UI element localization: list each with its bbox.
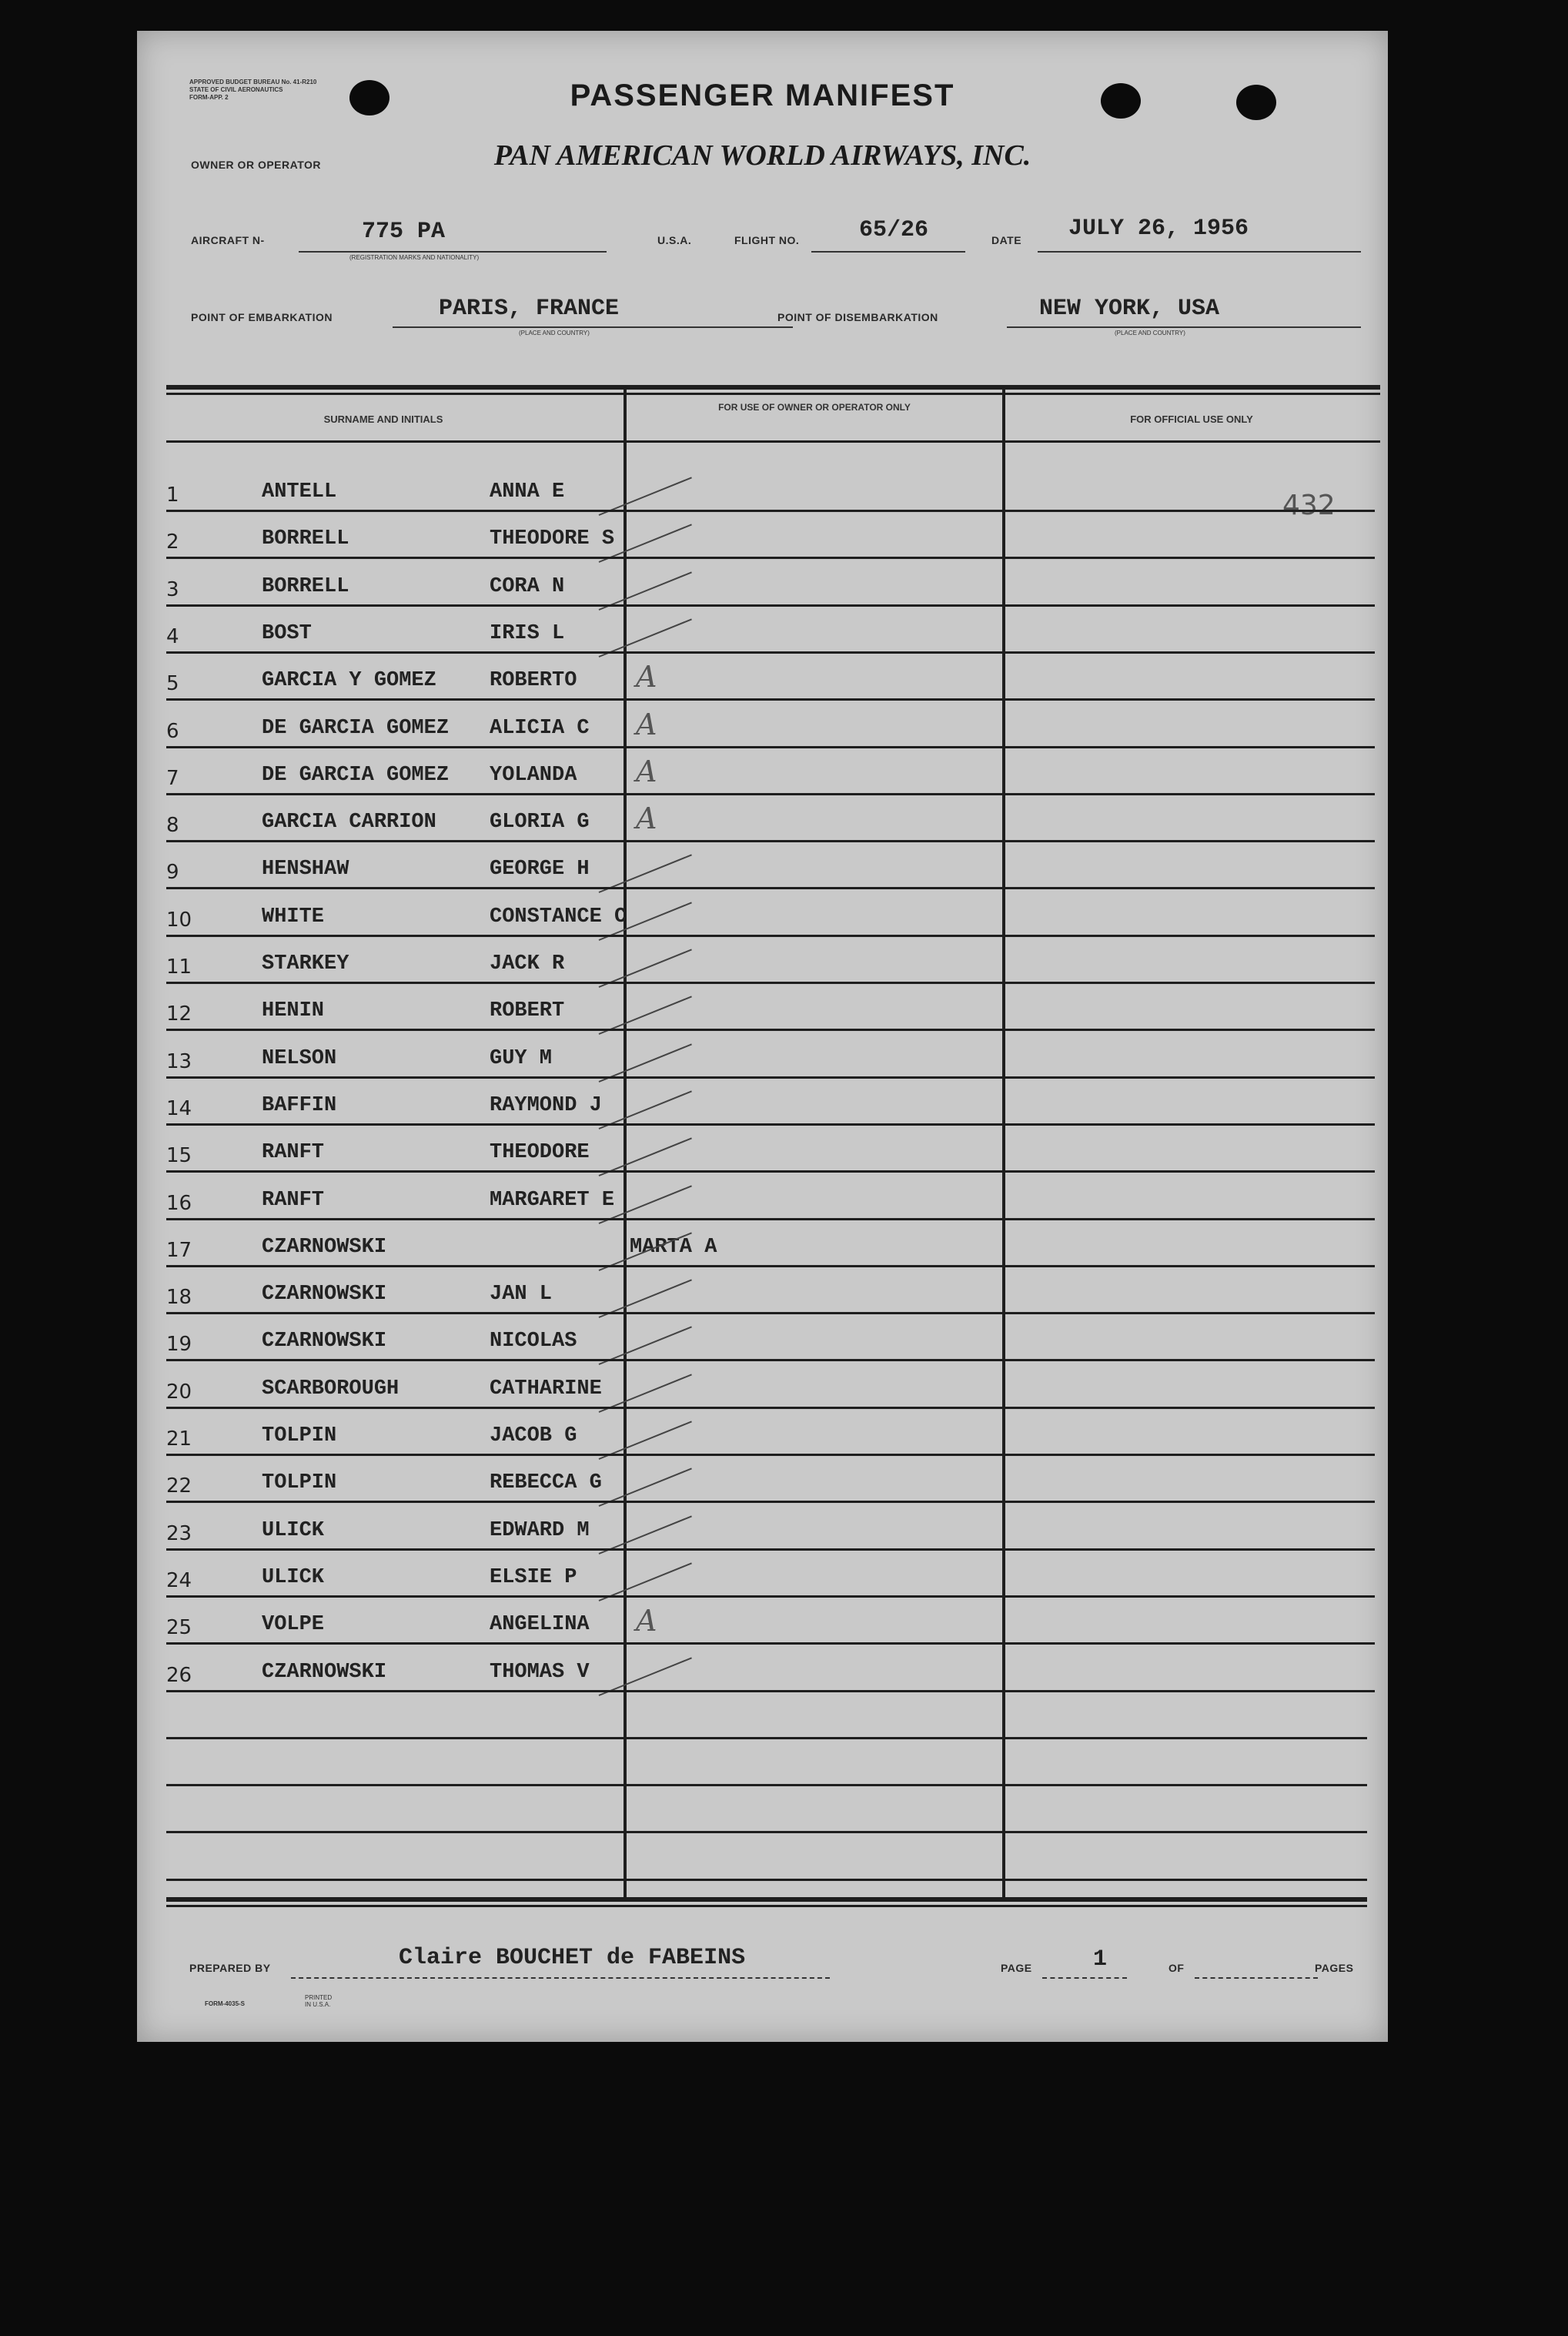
passenger-surname: SCARBOROUGH <box>262 1377 400 1401</box>
passenger-surname: RANFT <box>262 1141 325 1164</box>
check-mark-a: A <box>636 660 657 694</box>
flight-value: 65/26 <box>859 217 929 243</box>
disembarkation-sublabel: (PLACE AND COUNTRY) <box>1115 330 1185 336</box>
row-rule <box>166 1359 1375 1361</box>
passenger-surname: CZARNOWSKI <box>262 1661 387 1684</box>
column-divider <box>624 388 627 1899</box>
passenger-given-name: ANNA E <box>490 480 565 504</box>
header-bottom-rule <box>166 440 1380 443</box>
row-rule <box>166 1265 1375 1267</box>
passenger-surname: STARKEY <box>262 952 349 976</box>
passenger-given-name: NICOLAS <box>490 1330 577 1353</box>
row-rule <box>166 1501 1375 1503</box>
flight-label: FLIGHT NO. <box>734 234 800 246</box>
passenger-surname: TOLPIN <box>262 1424 337 1447</box>
passenger-surname: BAFFIN <box>262 1094 337 1117</box>
manifest-sheet <box>137 31 1388 2042</box>
row-number: 1 <box>166 484 179 507</box>
passenger-table <box>137 31 1388 2042</box>
passenger-given-name: JACK R <box>490 952 565 976</box>
embarkation-label: POINT OF EMBARKATION <box>191 311 333 323</box>
table-top-rule <box>166 385 1380 390</box>
passenger-given-name: THOMAS V <box>490 1661 590 1684</box>
prepared-value: Claire BOUCHET de FABEINS <box>399 1945 746 1971</box>
passenger-surname: NELSON <box>262 1047 337 1070</box>
passenger-given-name: ROBERTO <box>490 669 577 692</box>
row-rule <box>166 887 1375 889</box>
row-rule <box>166 1076 1375 1079</box>
passenger-given-name: MARTA A <box>630 1236 717 1259</box>
passenger-given-name: CORA N <box>490 575 565 598</box>
column-header-official-use: FOR OFFICIAL USE ONLY <box>1130 413 1253 425</box>
row-number: 8 <box>166 814 179 837</box>
passenger-given-name: YOLANDA <box>490 764 577 787</box>
passenger-given-name: JAN L <box>490 1283 553 1306</box>
passenger-surname: CZARNOWSKI <box>262 1283 387 1306</box>
row-rule <box>166 1312 1375 1314</box>
passenger-surname: CZARNOWSKI <box>262 1330 387 1353</box>
row-number: 15 <box>166 1144 192 1167</box>
check-mark-a: A <box>636 755 657 788</box>
row-number: 16 <box>166 1192 192 1215</box>
row-rule <box>166 1407 1375 1409</box>
of-underline <box>1195 1977 1318 1979</box>
table-bottom-rule-2 <box>166 1905 1367 1907</box>
row-number: 17 <box>166 1239 192 1262</box>
passenger-surname: BOST <box>262 622 312 645</box>
passenger-surname: BORRELL <box>262 527 349 551</box>
row-rule <box>166 840 1375 842</box>
passenger-given-name: CATHARINE <box>490 1377 602 1401</box>
row-rule <box>166 746 1375 748</box>
page-label: PAGE <box>1001 1962 1032 1974</box>
row-rule <box>166 510 1375 512</box>
row-number: 19 <box>166 1333 192 1356</box>
of-label: OF <box>1168 1962 1185 1974</box>
row-rule <box>166 651 1375 654</box>
passenger-surname: BORRELL <box>262 575 349 598</box>
printed-note: PRINTED IN U.S.A. <box>305 1994 333 2008</box>
page-underline <box>1042 1977 1127 1979</box>
row-rule <box>166 1548 1375 1551</box>
passenger-surname: GARCIA Y GOMEZ <box>262 669 436 692</box>
form-number: FORM-4035-S <box>205 2000 246 2007</box>
row-number: 3 <box>166 578 179 601</box>
date-label: DATE <box>991 234 1022 246</box>
check-mark-a: A <box>636 708 657 741</box>
row-number: 5 <box>166 672 179 695</box>
passenger-given-name: ELSIE P <box>490 1566 577 1589</box>
disembarkation-label: POINT OF DISEMBARKATION <box>777 311 938 323</box>
passenger-surname: DE GARCIA GOMEZ <box>262 717 450 740</box>
passenger-given-name: GEORGE H <box>490 858 590 881</box>
passenger-given-name: GLORIA G <box>490 811 590 834</box>
page-title: PASSENGER MANIFEST <box>570 79 955 112</box>
pages-label: PAGES <box>1315 1962 1354 1974</box>
passenger-surname: TOLPIN <box>262 1471 337 1494</box>
row-number: 23 <box>166 1522 192 1545</box>
passenger-surname: GARCIA CARRION <box>262 811 436 834</box>
row-number: 21 <box>166 1427 192 1451</box>
check-mark-a: A <box>636 1604 657 1638</box>
passenger-given-name: GUY M <box>490 1047 553 1070</box>
aircraft-sublabel: (REGISTRATION MARKS AND NATIONALITY) <box>349 254 480 261</box>
row-rule <box>166 1170 1375 1173</box>
passenger-given-name: CONSTANCE C <box>490 905 627 929</box>
column-header-owner-use: FOR USE OF OWNER OR OPERATOR ONLY <box>718 402 911 413</box>
row-rule <box>166 557 1375 559</box>
blank-row-rule <box>166 1831 1367 1833</box>
blank-row-rule <box>166 1737 1367 1739</box>
passenger-surname: ANTELL <box>262 480 337 504</box>
passenger-surname: HENIN <box>262 999 325 1022</box>
column-divider <box>1002 388 1005 1899</box>
passenger-given-name: ROBERT <box>490 999 565 1022</box>
passenger-surname: WHITE <box>262 905 325 929</box>
passenger-given-name: THEODORE S <box>490 527 615 551</box>
passenger-surname: RANFT <box>262 1189 325 1212</box>
passenger-surname: VOLPE <box>262 1613 325 1636</box>
row-number: 2 <box>166 530 179 554</box>
passenger-given-name: EDWARD M <box>490 1519 590 1542</box>
aircraft-label: AIRCRAFT N- <box>191 234 265 246</box>
row-rule <box>166 698 1375 701</box>
row-rule <box>166 604 1375 607</box>
owner-label: OWNER OR OPERATOR <box>191 159 321 171</box>
row-number: 4 <box>166 625 179 648</box>
column-header-names: SURNAME AND INITIALS <box>323 413 443 425</box>
blank-row-rule <box>166 1879 1367 1881</box>
row-rule <box>166 935 1375 937</box>
row-rule <box>166 1595 1375 1598</box>
row-number: 25 <box>166 1616 192 1639</box>
row-rule <box>166 982 1375 984</box>
check-mark-a: A <box>636 802 657 835</box>
embarkation-value: PARIS, FRANCE <box>439 296 620 322</box>
row-rule <box>166 1690 1375 1692</box>
page-value: 1 <box>1093 1946 1108 1973</box>
passenger-given-name: ANGELINA <box>490 1613 590 1636</box>
disembarkation-value: NEW YORK, USA <box>1039 296 1220 322</box>
row-number: 11 <box>166 955 192 979</box>
embarkation-sublabel: (PLACE AND COUNTRY) <box>519 330 590 336</box>
row-rule <box>166 1123 1375 1126</box>
passenger-given-name: ALICIA C <box>490 717 590 740</box>
row-number: 7 <box>166 767 179 790</box>
row-number: 18 <box>166 1286 192 1309</box>
passenger-given-name: MARGARET E <box>490 1189 615 1212</box>
usa-label: U.S.A. <box>657 234 692 246</box>
blank-row-rule <box>166 1784 1367 1786</box>
row-rule <box>166 1454 1375 1456</box>
official-note: 432 <box>1282 490 1336 521</box>
passenger-given-name: RAYMOND J <box>490 1094 602 1117</box>
row-rule <box>166 1218 1375 1220</box>
passenger-surname: DE GARCIA GOMEZ <box>262 764 450 787</box>
passenger-given-name: REBECCA G <box>490 1471 602 1494</box>
row-number: 24 <box>166 1569 192 1592</box>
row-number: 26 <box>166 1664 192 1687</box>
row-number: 13 <box>166 1050 192 1073</box>
table-bottom-rule <box>166 1897 1367 1902</box>
passenger-given-name: THEODORE <box>490 1141 590 1164</box>
aircraft-value: 775 PA <box>362 219 446 245</box>
row-rule <box>166 793 1375 795</box>
airline-name: PAN AMERICAN WORLD AIRWAYS, INC. <box>493 139 1031 172</box>
passenger-given-name: JACOB G <box>490 1424 577 1447</box>
prepared-label: PREPARED BY <box>189 1962 271 1974</box>
date-value: JULY 26, 1956 <box>1068 216 1249 242</box>
approval-stamp: APPROVED BUDGET BUREAU No. 41-R210 STATE OF CIVIL AERONAUTICS FORM-APP. 2 <box>189 79 317 101</box>
row-number: 14 <box>166 1097 192 1120</box>
row-number: 9 <box>166 861 179 884</box>
table-top-rule-2 <box>166 393 1380 395</box>
passenger-surname: ULICK <box>262 1566 325 1589</box>
row-number: 12 <box>166 1002 192 1026</box>
prepared-underline <box>291 1977 830 1979</box>
passenger-surname: CZARNOWSKI <box>262 1236 387 1259</box>
row-number: 20 <box>166 1381 192 1404</box>
row-number: 6 <box>166 720 179 743</box>
row-number: 22 <box>166 1474 192 1498</box>
row-rule <box>166 1642 1375 1645</box>
row-rule <box>166 1029 1375 1031</box>
passenger-surname: ULICK <box>262 1519 325 1542</box>
row-number: 10 <box>166 909 192 932</box>
passenger-given-name: IRIS L <box>490 622 565 645</box>
passenger-surname: HENSHAW <box>262 858 349 881</box>
